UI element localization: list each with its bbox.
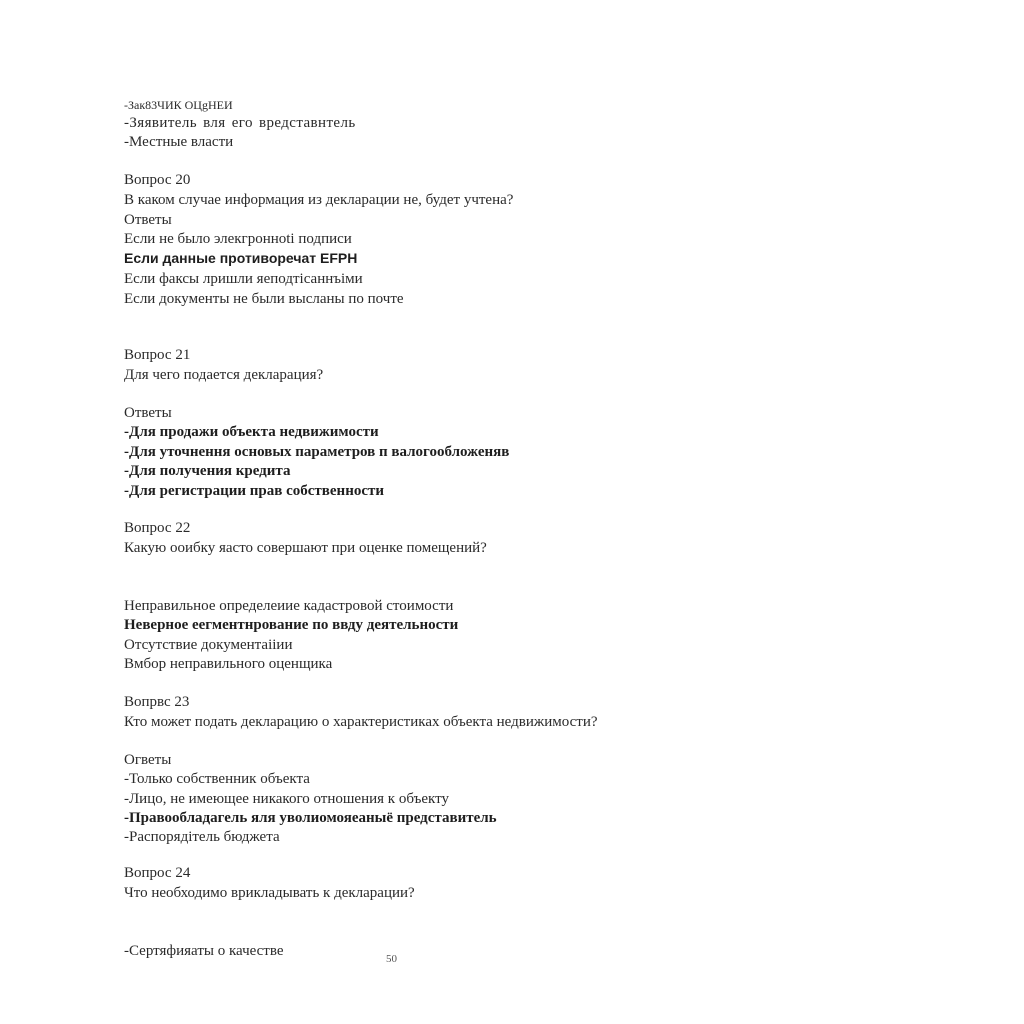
question-text: Для чего подается декларация? [124, 367, 324, 383]
correct-answer: -Правообладагель яля уволиомояеаныё представитель [124, 810, 497, 826]
answer-option: -Для уточнення основых параметров п валогообложеняв [124, 444, 510, 460]
answer-option: -Зяявитель вля его вредставнтель [124, 115, 356, 131]
answer-option: -Распорядiтель бюджета [124, 829, 280, 845]
answer-option: -Сертяфияаты о качестве [124, 943, 284, 959]
correct-answer: Неверное еегментнрование по ввду деятельности [124, 617, 459, 633]
question-text: В каком случае информация из декларации не, будет учтена? [124, 192, 514, 208]
answer-option: -Для регистрации прав собственности [124, 483, 385, 499]
question-number: Вопрос 21 [124, 347, 191, 363]
question-text: Что необходимо врикладывать к декларации? [124, 885, 415, 901]
question-text: Кто может подать декларацию о характеристиках объекта недвижимости? [124, 714, 598, 730]
answer-option: Если не было элекгронноti подписи [124, 231, 352, 247]
answer-option: -Зак83ЧИК ОЦgНЕИ [124, 98, 233, 112]
page-number: 50 [386, 953, 397, 965]
answer-option: -Только собственник объекта [124, 771, 310, 787]
answer-option: -Для продажи объекта недвижимости [124, 424, 379, 440]
answer-option: -Местные власти [124, 134, 234, 150]
question-number: Вопрос 20 [124, 172, 191, 188]
answers-heading: Ответы [124, 212, 172, 228]
answer-option: -Для получения кредита [124, 463, 291, 479]
correct-answer: Если данные противоречат ЕFРН [124, 250, 358, 266]
answer-option: Отсутствие документаiiии [124, 637, 293, 653]
question-number: Вопрвс 23 [124, 694, 190, 710]
answer-option: Если факсы лришли яеподтiсаннъiми [124, 271, 363, 287]
answer-option: Неправильное определеиие кадастровой стоимости [124, 598, 454, 614]
question-number: Вопрос 22 [124, 520, 191, 536]
question-number: Вопрос 24 [124, 865, 191, 881]
answer-option: Вмбор неправильного оценщика [124, 656, 333, 672]
answer-option: -Лицо, не имеющее никакого отношения к объекту [124, 791, 449, 807]
question-text: Какую ооибку яасто совершают при оценке помещений? [124, 540, 487, 556]
answer-option: Если документы не были высланы по почте [124, 291, 404, 307]
answers-heading: Ответы [124, 405, 172, 421]
answers-heading: Огветы [124, 752, 172, 768]
